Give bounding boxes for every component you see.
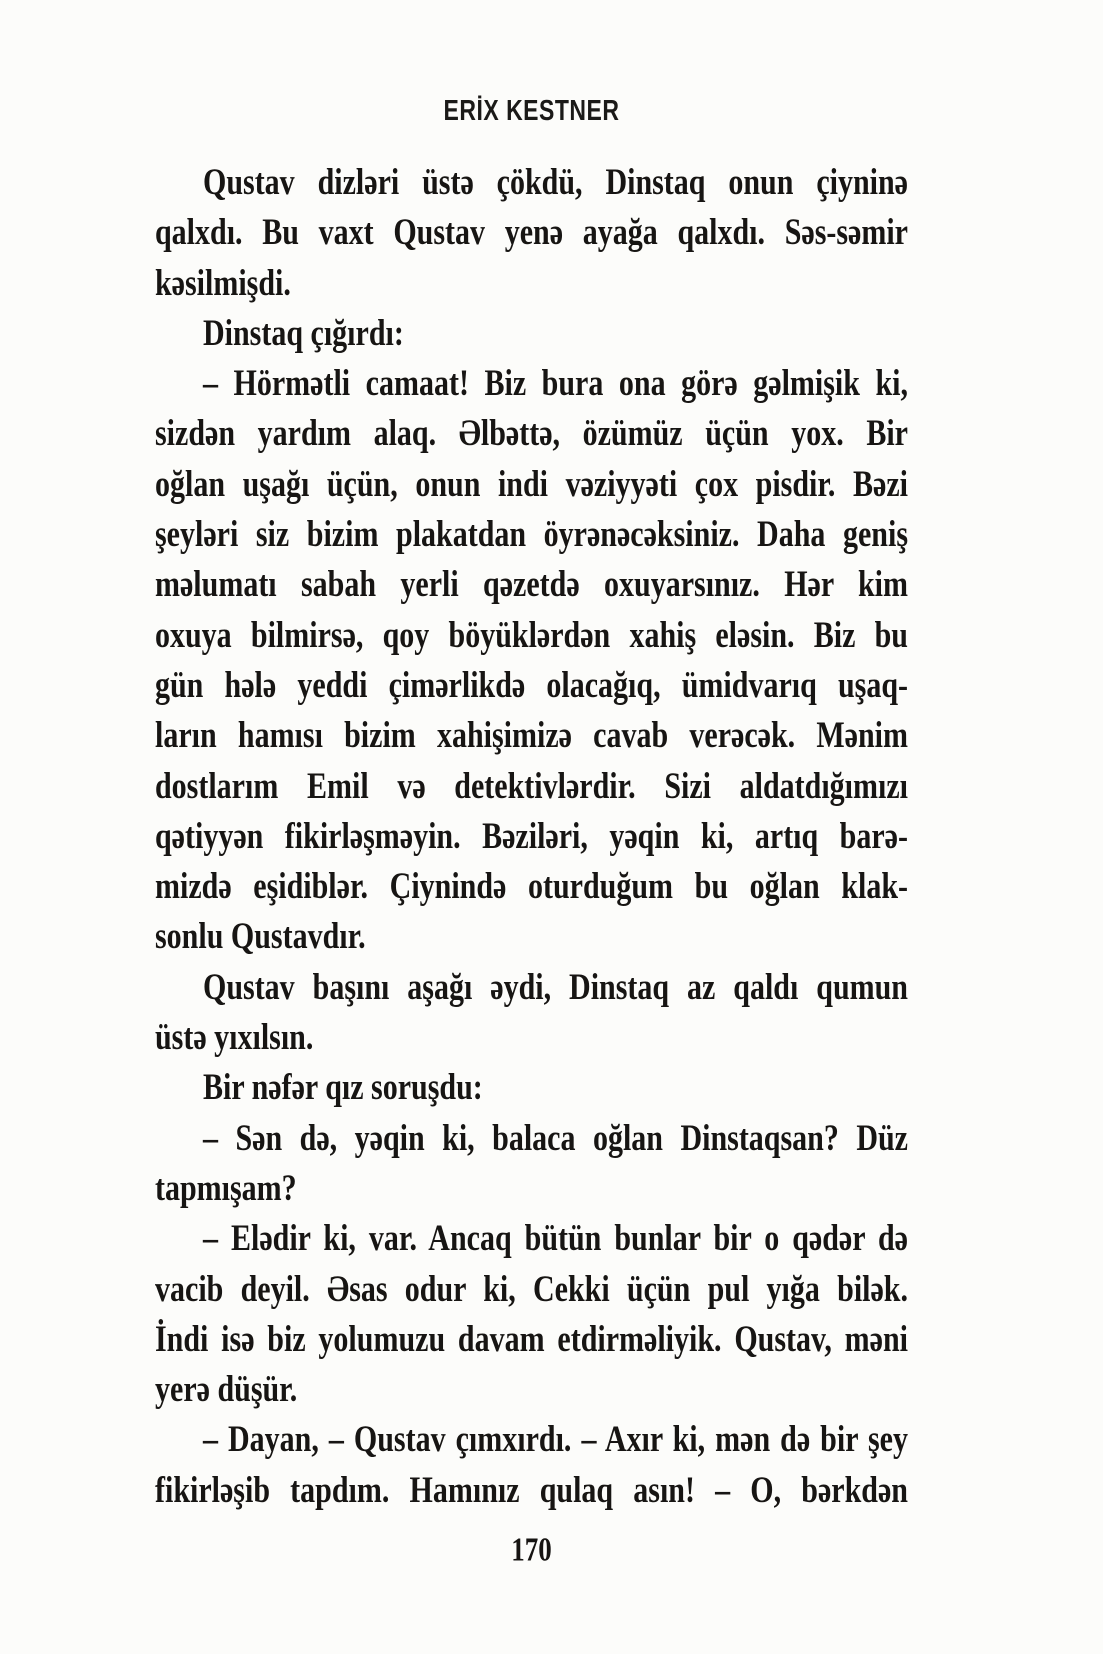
text-line: gün hələ yeddi çimərlikdə olacağıq, ümidvarıq uşaq- [155, 664, 908, 706]
text-line: oxuya bilmirsə, qoy böyüklərdən xahiş eləsin. Biz bu [155, 614, 908, 656]
text-line: qətiyyən fikirləşməyin. Bəziləri, yəqin ki, artıq barə- [155, 815, 908, 857]
text-line: qalxdı. Bu vaxt Qustav yenə ayağa qalxdı. Səs-səmir [155, 212, 908, 254]
text-line: tapmışam? [155, 1167, 297, 1209]
text-line: yerə düşür. [155, 1368, 298, 1411]
text-line: şeyləri siz bizim plakatdan öyrənəcəksiniz. Daha geniş [155, 513, 908, 556]
page-body [155, 158, 908, 1516]
text-line: İndi isə biz yolumuzu davam etdirməliyik. Qustav, məni [155, 1318, 908, 1360]
text-line: üstə yıxılsın. [155, 1016, 314, 1059]
text-line: oğlan uşağı üçün, onun indi vəziyyəti çox pisdir. Bəzi [155, 463, 908, 505]
text-line: dostlarım Emil və detektivlərdir. Sizi aldatdığımızı [155, 765, 908, 807]
text-line: sizdən yardım alaq. Əlbəttə, özümüz üçün yox. Bir [155, 413, 908, 455]
text-line: Bir nəfər qız soruşdu: [203, 1067, 483, 1109]
text-line: – Elədir ki, var. Ancaq bütün bunlar bir o qədər də [203, 1217, 908, 1260]
text-line: Qustav dizləri üstə çökdü, Dinstaq onun çiyninə [203, 161, 908, 203]
text-line: – Dayan, – Qustav çımxırdı. – Axır ki, mən də bir şey [203, 1419, 908, 1461]
text-line: sonlu Qustavdır. [155, 916, 366, 958]
text-line: fikirləşib tapdım. Hamınız qulaq asın! – O, bərkdən [155, 1469, 908, 1511]
text-line: kəsilmişdi. [155, 262, 291, 304]
running-header: ERİX KESTNER [443, 93, 620, 127]
text-line: ların hamısı bizim xahişimizə cavab verəcək. Mənim [155, 714, 908, 757]
text-line: – Hörmətli camaat! Biz bura ona görə gəlmişik ki, [203, 362, 908, 405]
text-line: – Sən də, yəqin ki, balaca oğlan Dinstaqsan? Düz [203, 1117, 908, 1159]
text-line: vacib deyil. Əsas odur ki, Cekki üçün pul yığa bilək. [155, 1268, 908, 1310]
page-number: 170 [511, 1530, 552, 1568]
text-line: mizdə eşidiblər. Çiynində oturduğum bu oğlan klak- [155, 865, 908, 908]
text-line: Qustav başını aşağı əydi, Dinstaq az qaldı qumun [203, 966, 908, 1008]
text-line: Dinstaq çığırdı: [203, 312, 404, 354]
text-line: məlumatı sabah yerli qəzetdə oxuyarsınız. Hər kim [155, 564, 908, 606]
